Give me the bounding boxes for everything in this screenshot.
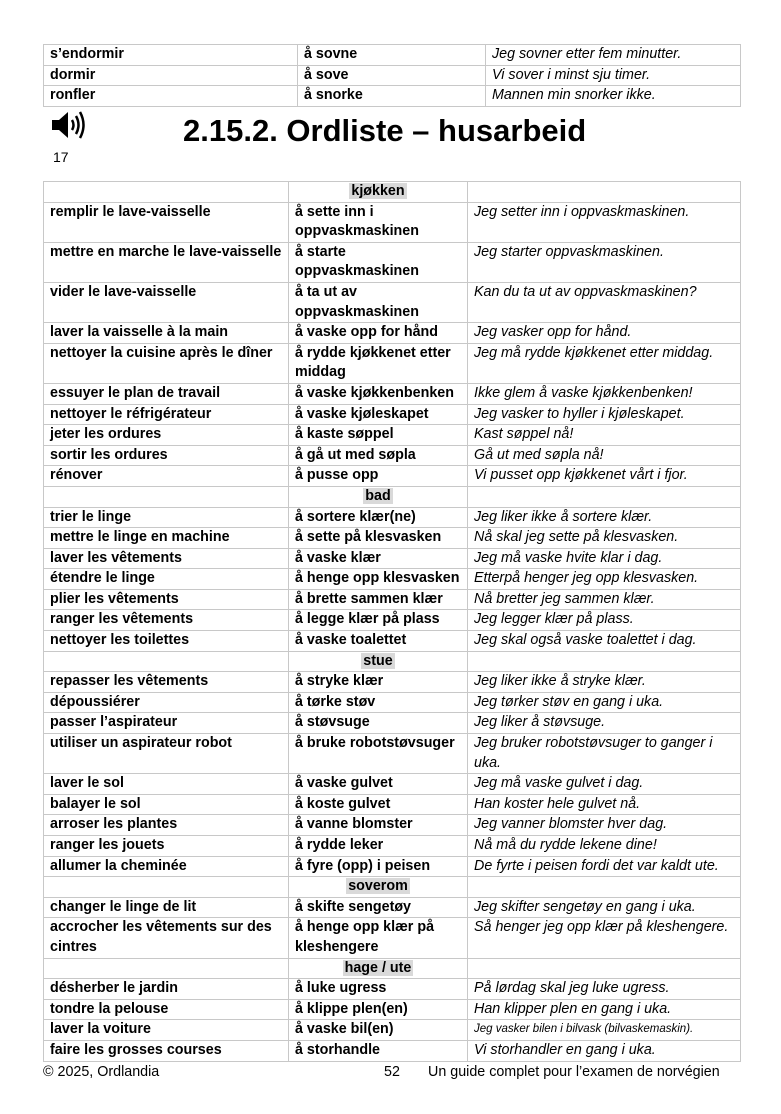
vocab-row xyxy=(44,45,741,66)
vocab-row xyxy=(44,507,741,528)
vocab-row xyxy=(44,589,741,610)
norwegian-term: å vaske toalettet xyxy=(289,631,468,652)
french-term: passer l’aspirateur xyxy=(44,713,289,734)
norwegian-term: å pusse opp xyxy=(289,466,468,487)
norwegian-term: å vaske gulvet xyxy=(289,774,468,795)
section-row xyxy=(44,958,741,979)
norwegian-term: å brette sammen klær xyxy=(289,589,468,610)
empty-cell xyxy=(468,958,741,979)
footer-book-title: Un guide complet pour l’examen de norvégien xyxy=(428,1064,720,1080)
vocab-row xyxy=(44,999,741,1020)
french-term: tondre la pelouse xyxy=(44,999,289,1020)
french-term: mettre en marche le lave-vaisselle xyxy=(44,242,289,282)
speaker-icon[interactable] xyxy=(50,110,86,140)
norwegian-term: å sortere klær(ne) xyxy=(289,507,468,528)
french-term: nettoyer la cuisine après le dîner xyxy=(44,343,289,383)
section-row xyxy=(44,486,741,507)
page-title: 2.15.2. Ordliste – husarbeid xyxy=(183,113,587,148)
section-label: bad xyxy=(365,487,391,504)
vocab-row xyxy=(44,445,741,466)
french-term: nettoyer le réfrigérateur xyxy=(44,404,289,425)
norwegian-term: å luke ugress xyxy=(289,979,468,1000)
french-term: s’endormir xyxy=(44,45,298,66)
norwegian-term: å henge opp klær på kleshengere xyxy=(289,918,468,958)
norwegian-term: å sette inn i oppvaskmaskinen xyxy=(289,202,468,242)
french-term: laver les vêtements xyxy=(44,548,289,569)
example-sentence: Kast søppel nå! xyxy=(468,425,741,446)
norwegian-term: å rydde leker xyxy=(289,836,468,857)
example-sentence: Jeg vasker bilen i bilvask (bilvaskemaskin). xyxy=(468,1020,741,1041)
norwegian-term: å klippe plen(en) xyxy=(289,999,468,1020)
french-term: allumer la cheminée xyxy=(44,856,289,877)
empty-cell xyxy=(44,486,289,507)
french-term: ranger les jouets xyxy=(44,836,289,857)
norwegian-term: å vaske kjøkkenbenken xyxy=(289,383,468,404)
norwegian-term: å sette på klesvasken xyxy=(289,528,468,549)
example-sentence: Jeg må rydde kjøkkenet etter middag. xyxy=(468,343,741,383)
example-sentence: Han klipper plen en gang i uka. xyxy=(468,999,741,1020)
norwegian-term: å rydde kjøkkenet etter middag xyxy=(289,343,468,383)
french-term: étendre le linge xyxy=(44,569,289,590)
norwegian-term: å ta ut av oppvaskmaskinen xyxy=(289,282,468,322)
example-sentence: Jeg starter oppvaskmaskinen. xyxy=(468,242,741,282)
empty-cell xyxy=(468,651,741,672)
example-sentence: Jeg bruker robotstøvsuger to ganger i uka. xyxy=(468,734,741,774)
example-sentence: Jeg liker ikke å sortere klær. xyxy=(468,507,741,528)
section-cell xyxy=(289,877,468,898)
vocab-row xyxy=(44,794,741,815)
french-term: ranger les vêtements xyxy=(44,610,289,631)
vocab-row xyxy=(44,979,741,1000)
empty-cell xyxy=(44,877,289,898)
french-term: mettre le linge en machine xyxy=(44,528,289,549)
french-term: accrocher les vêtements sur des cintres xyxy=(44,918,289,958)
vocab-row xyxy=(44,86,741,107)
section-cell xyxy=(289,182,468,203)
vocab-row xyxy=(44,383,741,404)
empty-cell xyxy=(468,877,741,898)
vocab-row xyxy=(44,202,741,242)
vocab-row xyxy=(44,610,741,631)
norwegian-term: å gå ut med søpla xyxy=(289,445,468,466)
norwegian-term: å vaske kjøleskapet xyxy=(289,404,468,425)
french-term: arroser les plantes xyxy=(44,815,289,836)
section-cell xyxy=(289,958,468,979)
example-sentence: På lørdag skal jeg luke ugress. xyxy=(468,979,741,1000)
vocab-row xyxy=(44,425,741,446)
example-sentence: Han koster hele gulvet nå. xyxy=(468,794,741,815)
french-term: laver le sol xyxy=(44,774,289,795)
empty-cell xyxy=(468,486,741,507)
example-sentence: Så henger jeg opp klær på kleshengere. xyxy=(468,918,741,958)
example-sentence: Vi sover i minst sju timer. xyxy=(486,65,741,86)
example-sentence: Jeg tørker støv en gang i uka. xyxy=(468,692,741,713)
vocab-row xyxy=(44,631,741,652)
french-term: remplir le lave-vaisselle xyxy=(44,202,289,242)
example-sentence: Kan du ta ut av oppvaskmaskinen? xyxy=(468,282,741,322)
example-sentence: Jeg må vaske hvite klar i dag. xyxy=(468,548,741,569)
french-term: utiliser un aspirateur robot xyxy=(44,734,289,774)
vocab-row xyxy=(44,1040,741,1061)
norwegian-term: å koste gulvet xyxy=(289,794,468,815)
section-row xyxy=(44,651,741,672)
french-term: dormir xyxy=(44,65,298,86)
vocab-row xyxy=(44,672,741,693)
vocab-row xyxy=(44,323,741,344)
french-term: vider le lave-vaisselle xyxy=(44,282,289,322)
vocab-row xyxy=(44,569,741,590)
norwegian-term: å vaske opp for hånd xyxy=(289,323,468,344)
example-sentence: Gå ut med søpla nå! xyxy=(468,445,741,466)
french-term: trier le linge xyxy=(44,507,289,528)
norwegian-term: å starte oppvaskmaskinen xyxy=(289,242,468,282)
vocab-row xyxy=(44,897,741,918)
section-label: stue xyxy=(363,652,393,669)
vocab-row xyxy=(44,282,741,322)
french-term: désherber le jardin xyxy=(44,979,289,1000)
footer-page-number: 52 xyxy=(384,1064,400,1080)
french-term: sortir les ordures xyxy=(44,445,289,466)
example-sentence: Jeg vasker opp for hånd. xyxy=(468,323,741,344)
vocab-row xyxy=(44,548,741,569)
norwegian-term: å skifte sengetøy xyxy=(289,897,468,918)
example-sentence: Vi storhandler en gang i uka. xyxy=(468,1040,741,1061)
empty-cell xyxy=(468,182,741,203)
vocab-row xyxy=(44,242,741,282)
norwegian-term: å tørke støv xyxy=(289,692,468,713)
vocab-row xyxy=(44,815,741,836)
norwegian-term: å stryke klær xyxy=(289,672,468,693)
example-sentence: Ikke glem å vaske kjøkkenbenken! xyxy=(468,383,741,404)
example-sentence: Jeg legger klær på plass. xyxy=(468,610,741,631)
french-term: laver la vaisselle à la main xyxy=(44,323,289,344)
vocab-row xyxy=(44,466,741,487)
norwegian-term: å storhandle xyxy=(289,1040,468,1061)
french-term: changer le linge de lit xyxy=(44,897,289,918)
french-term: rénover xyxy=(44,466,289,487)
previous-vocab-table xyxy=(43,44,741,107)
example-sentence: Etterpå henger jeg opp klesvasken. xyxy=(468,569,741,590)
vocab-row xyxy=(44,774,741,795)
empty-cell xyxy=(44,958,289,979)
norwegian-term: å støvsuge xyxy=(289,713,468,734)
section-cell xyxy=(289,486,468,507)
norwegian-term: å kaste søppel xyxy=(289,425,468,446)
french-term: dépoussiérer xyxy=(44,692,289,713)
vocab-row xyxy=(44,343,741,383)
example-sentence: Nå må du rydde lekene dine! xyxy=(468,836,741,857)
norwegian-term: å vaske klær xyxy=(289,548,468,569)
vocab-row xyxy=(44,1020,741,1041)
example-sentence: Nå skal jeg sette på klesvasken. xyxy=(468,528,741,549)
example-sentence: Nå bretter jeg sammen klær. xyxy=(468,589,741,610)
norwegian-term: å fyre (opp) i peisen xyxy=(289,856,468,877)
vocab-row xyxy=(44,856,741,877)
example-sentence: Jeg liker å støvsuge. xyxy=(468,713,741,734)
vocab-row xyxy=(44,404,741,425)
empty-cell xyxy=(44,651,289,672)
norwegian-term: å vaske bil(en) xyxy=(289,1020,468,1041)
french-term: laver la voiture xyxy=(44,1020,289,1041)
section-row xyxy=(44,182,741,203)
section-cell xyxy=(289,651,468,672)
vocab-row xyxy=(44,734,741,774)
section-label: kjøkken xyxy=(351,183,405,199)
section-row xyxy=(44,877,741,898)
norwegian-term: å sovne xyxy=(298,45,486,66)
french-term: ronfler xyxy=(44,86,298,107)
norwegian-term: å vanne blomster xyxy=(289,815,468,836)
example-sentence: Jeg skal også vaske toalettet i dag. xyxy=(468,631,741,652)
french-term: plier les vêtements xyxy=(44,589,289,610)
example-sentence: Jeg vasker to hyller i kjøleskapet. xyxy=(468,404,741,425)
norwegian-term: å sove xyxy=(298,65,486,86)
example-sentence: Jeg må vaske gulvet i dag. xyxy=(468,774,741,795)
vocab-row xyxy=(44,65,741,86)
example-sentence: Jeg vanner blomster hver dag. xyxy=(468,815,741,836)
example-sentence: Vi pusset opp kjøkkenet vårt i fjor. xyxy=(468,466,741,487)
example-sentence: Mannen min snorker ikke. xyxy=(486,86,741,107)
empty-cell xyxy=(44,182,289,203)
french-term: jeter les ordures xyxy=(44,425,289,446)
example-sentence: De fyrte i peisen fordi det var kaldt ute. xyxy=(468,856,741,877)
norwegian-term: å legge klær på plass xyxy=(289,610,468,631)
example-sentence: Jeg skifter sengetøy en gang i uka. xyxy=(468,897,741,918)
french-term: balayer le sol xyxy=(44,794,289,815)
example-sentence: Jeg setter inn i oppvaskmaskinen. xyxy=(468,202,741,242)
french-term: faire les grosses courses xyxy=(44,1040,289,1061)
norwegian-term: å henge opp klesvasken xyxy=(289,569,468,590)
vocab-row xyxy=(44,713,741,734)
french-term: essuyer le plan de travail xyxy=(44,383,289,404)
norwegian-term: å snorke xyxy=(298,86,486,107)
audio-track-number: 17 xyxy=(53,149,69,165)
norwegian-term: å bruke robotstøvsuger xyxy=(289,734,468,774)
vocab-row xyxy=(44,692,741,713)
vocab-row xyxy=(44,528,741,549)
section-label: hage / ute xyxy=(344,959,412,976)
vocab-row xyxy=(44,836,741,857)
footer-copyright: © 2025, Ordlandia xyxy=(43,1064,160,1080)
french-term: repasser les vêtements xyxy=(44,672,289,693)
vocab-table xyxy=(43,181,741,1062)
vocab-row xyxy=(44,918,741,958)
french-term: nettoyer les toilettes xyxy=(44,631,289,652)
example-sentence: Jeg liker ikke å stryke klær. xyxy=(468,672,741,693)
example-sentence: Jeg sovner etter fem minutter. xyxy=(486,45,741,66)
section-label: soverom xyxy=(348,878,408,895)
